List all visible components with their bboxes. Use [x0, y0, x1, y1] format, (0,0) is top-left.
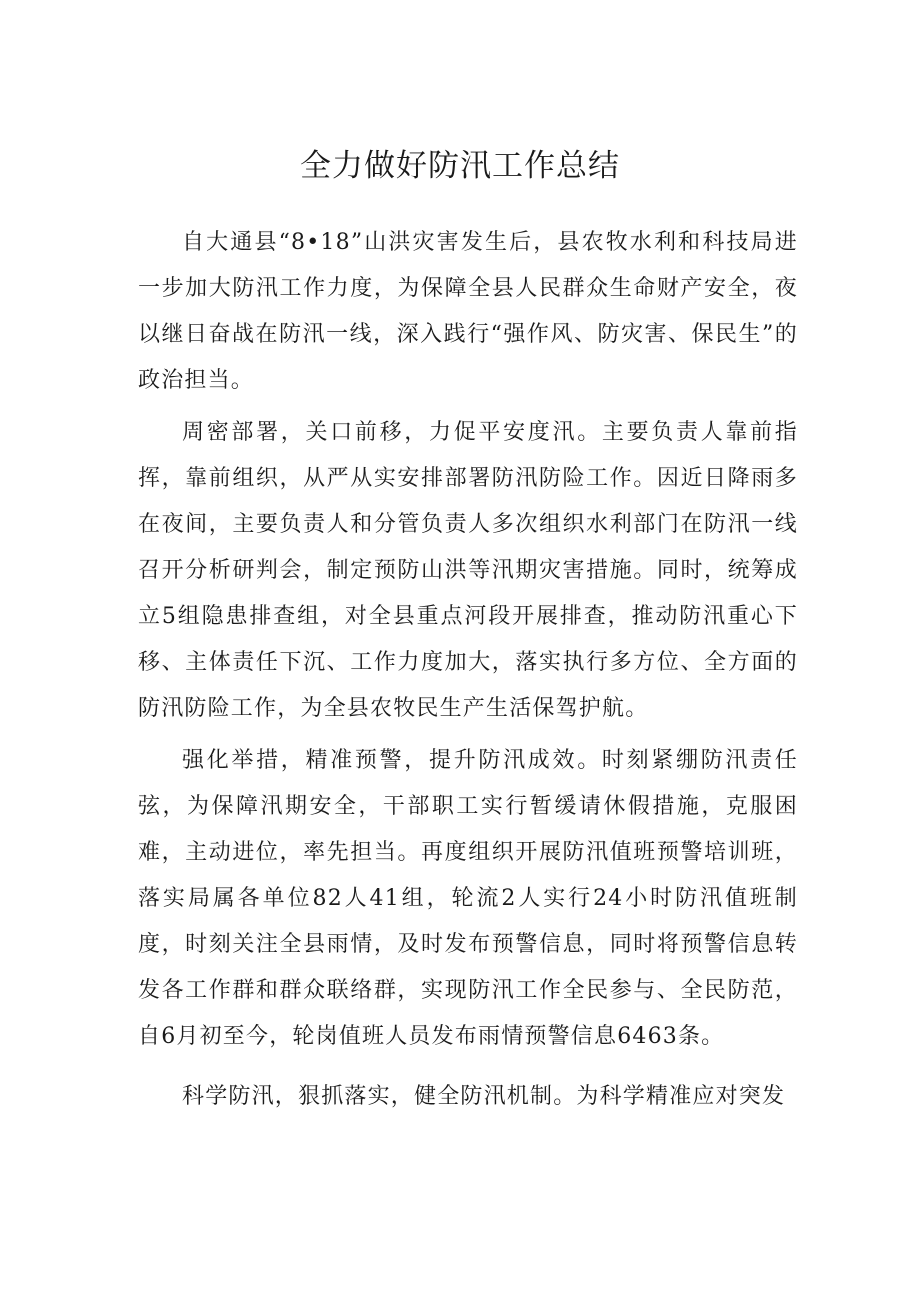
- document-body: [138, 220, 798, 1120]
- paragraph-deployment: 周密部署，关口前移，力促平安度汛。主要负责人靠前指挥，靠前组织，从严从实安排部署防汛防险工作。因近日降雨多在夜间，主要负责人和分管负责人多次组织水利部门在防汛一线召开分析研判会，制定预防山洪等汛期灾害措施。同时，统筹成立5组隐患排查组，对全县重点河段开展排查，推动防汛重心下移、主体责任下沉、工作力度加大，落实执行多方位、全方面的防汛防险工作，为全县农牧民生产生活保驾护航。: [138, 420, 798, 721]
- document-title: 全力做好防汛工作总结: [300, 148, 620, 184]
- paragraph-warning: 强化举措，精准预警，提升防汛成效。时刻紧绷防汛责任弦，为保障汛期安全，干部职工实行暂缓请休假措施，克服困难，主动进位，率先担当。再度组织开展防汛值班预警培训班，落实局属各单位82人41组，轮流2人实行24小时防汛值班制度，时刻关注全县雨情，及时发布预警信息，同时将预警信息转发各工作群和群众联络群，实现防汛工作全民参与、全民防范，自6月初至今，轮岗值班人员发布雨情预警信息6463条。: [138, 748, 798, 1049]
- paragraph-mechanism: 科学防汛，狠抓落实，健全防汛机制。为科学精准应对突发: [182, 1084, 786, 1109]
- paragraph-intro: 自大通县“8•18”山洪灾害发生后，县农牧水利和科技局进一步加大防汛工作力度，为保障全县人民群众生命财产安全，夜以继日奋战在防汛一线，深入践行“强作风、防灾害、保民生”的政治担当。: [138, 230, 798, 393]
